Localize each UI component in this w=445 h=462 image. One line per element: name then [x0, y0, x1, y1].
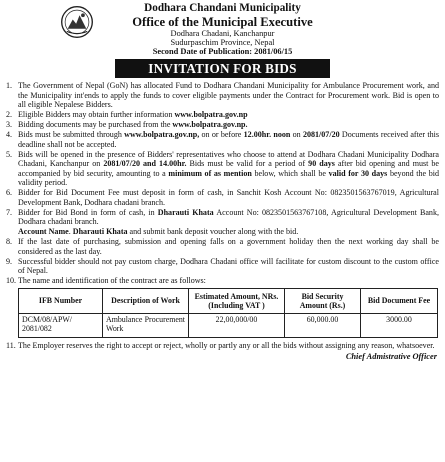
clause-text: on or before [199, 130, 244, 140]
office-name: Office of the Municipal Executive [132, 14, 313, 29]
emphasis-text: 2081/07/20 [302, 130, 340, 140]
address-line-1: Dodhara Chadani, Kanchanpur [170, 28, 275, 38]
clause-text: below, which shall be [251, 168, 329, 178]
notice-banner: INVITATION FOR BIDS [115, 59, 330, 78]
clause-number: 6. [6, 188, 13, 198]
signature-title: Chief Admistrative Officer [345, 352, 437, 362]
account-name-line [6, 227, 439, 237]
clause-text: Bidding documents may be purchased from the [18, 120, 173, 130]
emphasis-text: minimum of as mention [168, 168, 252, 178]
cell-bid-security: 60,000.00 [285, 313, 361, 337]
clause-item [6, 81, 439, 110]
emphasis-text: 12.00hr. noon [243, 130, 291, 140]
emphasis-text: www.bolpatra.gov.np. [172, 120, 248, 130]
table-row [19, 313, 438, 337]
clause-item [6, 150, 439, 188]
contract-table [18, 288, 438, 338]
header-ifb-number: IFB Number [19, 288, 103, 313]
clause-item [6, 110, 439, 120]
cell-estimated-amount: 22,00,000/00 [189, 313, 285, 337]
clause-text: Successful bidder should not pay custom charge, Dodhara Chadani office will facilitate for custom discount to the custom office of Nepal. [18, 256, 439, 276]
clause-item [6, 237, 439, 256]
cell-description: Ambulance Procurement Work [103, 313, 189, 337]
clause-item [6, 208, 439, 227]
clause-number: 2. [6, 110, 13, 120]
emphasis-text: valid for 30 days [328, 168, 388, 178]
clause-number: 3. [6, 120, 13, 130]
clause-text: Bids must be submitted through [18, 130, 125, 140]
municipality-name: Dodhara Chandani Municipality [144, 2, 301, 14]
header-bid-security: Bid Security Amount (Rs.) [285, 288, 361, 313]
clause-text: beyond the bid validity period. [18, 168, 440, 188]
clause-number: 4. [6, 130, 13, 140]
clause-number: 10. [6, 276, 17, 286]
clause-text: If the last date of purchasing, submission and opening falls on a government holiday then the next working day shall be considered as the last day. [18, 237, 439, 256]
clause-item [6, 188, 439, 207]
clause-number: 1. [6, 81, 13, 91]
header-description: Description of Work [103, 288, 189, 313]
clause-number: 5. [6, 149, 13, 159]
clause-text: Bids must be valid for a period of [186, 159, 309, 169]
clause-text: Account No: 0823501563767108, Agricultural Development Bank, Dodhara chadani branch. [18, 207, 439, 227]
header-document-fee: Bid Document Fee [361, 288, 438, 313]
clause-text: and submit bank deposit voucher along with the bid. [127, 227, 299, 237]
clause-text: on [290, 130, 303, 140]
clause-text: Bidder for Bid Bond in form of cash, in [18, 207, 158, 217]
clause-item [6, 120, 439, 130]
address-line-2: Sudurpaschim Province, Nepal [170, 37, 275, 47]
clause-text: The Employer reserves the right to accept or reject, wholly or partly any or all the bids without assigning any reason, whatsoever. [18, 340, 435, 350]
publication-date: Second Date of Publication: 2081/06/15 [152, 46, 293, 56]
clause-item [6, 341, 439, 351]
clause-text: . [68, 227, 73, 237]
clause-item [6, 257, 439, 276]
clause-text: after bid opening and must be accompanied by bid security, amounting to a [18, 159, 439, 178]
emphasis-text: www.bolpatra.gov.np, [124, 130, 200, 140]
cell-document-fee: 3000.00 [361, 313, 438, 337]
clause-number: 8. [6, 237, 13, 247]
emphasis-text: Dharauti Khata [157, 207, 214, 217]
emphasis-text: Dharauti Khata [72, 227, 128, 237]
emphasis-text: Account Name [18, 227, 69, 237]
clause-text: Bids will be opened in the presence of Bidders' representatives who choose to attend at Dodhara Chadani Municipality Dodhara Chadani, Kanchanpur on [18, 149, 439, 169]
emphasis-text: www.bolpatra.gov.np [174, 110, 248, 120]
clause-text: Eligible Bidders may obtain further information [18, 110, 175, 120]
header-estimated-amount: Estimated Amount, NRs. (Including VAT ) [189, 288, 285, 313]
clause-item [6, 276, 439, 286]
emphasis-text: 90 days [308, 159, 335, 169]
clause-number: 9. [6, 256, 13, 266]
clause-number: 11. [6, 340, 16, 350]
clause-text: Bidder for Bid Document Fee must deposit in form of cash, in Sanchit Kosh Account No: 0823501563767019, Agricultural Development Bank, Dodhara chadani branch. [18, 188, 439, 207]
clause-item [6, 130, 439, 149]
government-emblem-icon [60, 5, 94, 39]
emphasis-text: 2081/07/20 and 14.00hr. [103, 159, 187, 169]
table-header-row [19, 288, 438, 313]
bid-clauses [6, 81, 439, 350]
cell-ifb-number: DCM/08/APW/ 2081/082 [19, 313, 103, 337]
clause-text: The Government of Nepal (GoN) has allocated Fund to Dodhara Chandani Municipality for Ambulance Procurement work, and the Municipality int'ends to apply the funds to cover eligible payments under the Contract for Procurement work. Bid is open to all eligible Nepalese Bidders. [18, 81, 439, 110]
clause-number: 7. [6, 207, 13, 217]
clause-text: The name and identification of the contract are as follows: [18, 276, 206, 286]
clause-text: Documents received after this deadline shall not be accepted. [18, 130, 439, 149]
